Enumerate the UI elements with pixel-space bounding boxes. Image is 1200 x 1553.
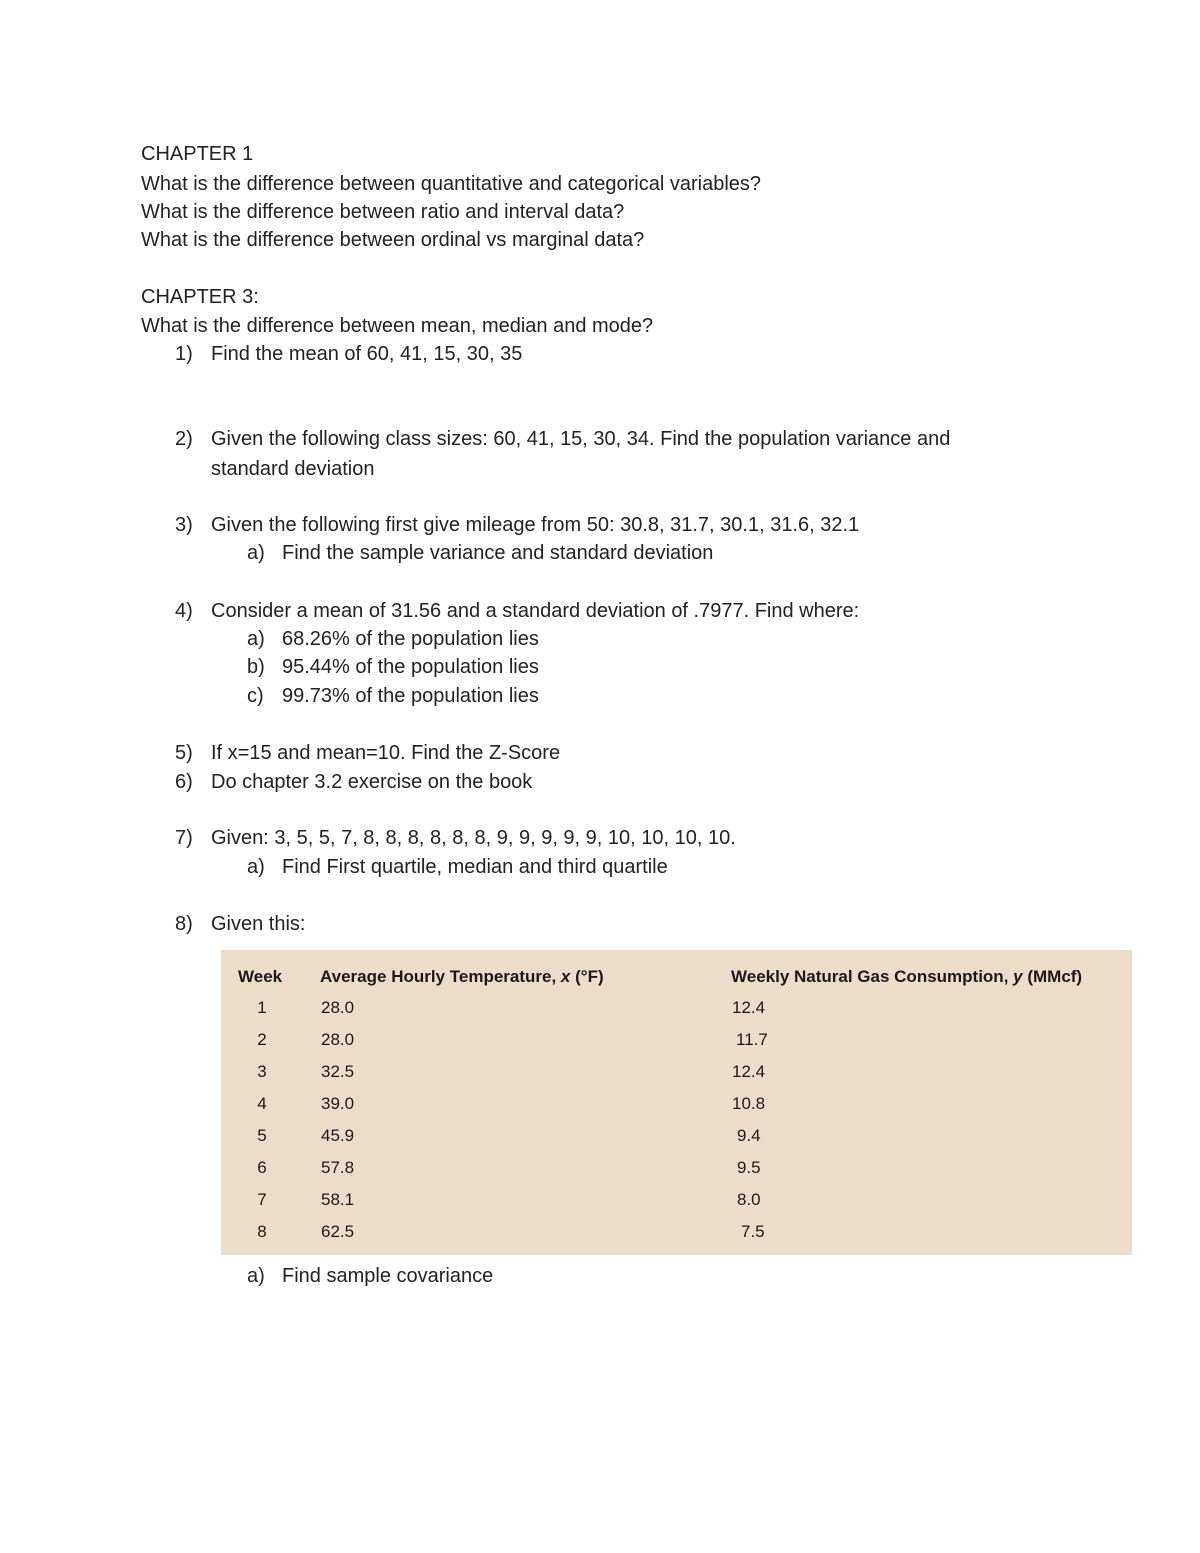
table-cell-temperature: 57.8 bbox=[321, 1158, 355, 1177]
table-cell-gas: 10.8 bbox=[732, 1094, 766, 1113]
table-cell-gas: 11.7 bbox=[736, 1030, 768, 1049]
table-cell-week: 6 bbox=[257, 1158, 267, 1177]
table-cell-week: 8 bbox=[257, 1222, 267, 1241]
chapter-1-heading: CHAPTER 1 bbox=[141, 143, 254, 165]
q3-text: Given the following first give mileage from 50: 30.8, 31.7, 30.1, 31.6, 32.1 bbox=[211, 514, 860, 536]
q8-number: 8) bbox=[175, 913, 193, 935]
data-table bbox=[221, 950, 1132, 1255]
q7-text: Given: 3, 5, 5, 7, 8, 8, 8, 8, 8, 8, 9, 9, 9, 9, 9, 10, 10, 10, 10. bbox=[211, 827, 736, 849]
q2-text-line-1: Given the following class sizes: 60, 41, 15, 30, 34. Find the population variance and bbox=[211, 428, 951, 450]
table-cell-temperature: 28.0 bbox=[321, 998, 355, 1017]
q7-sub-a-text: Find First quartile, median and third quartile bbox=[282, 856, 668, 878]
q8-sub-a-label: a) bbox=[247, 1265, 265, 1287]
table-cell-week: 3 bbox=[257, 1062, 267, 1081]
q4-sub-b-text: 95.44% of the population lies bbox=[282, 656, 539, 678]
q3-sub-a-text: Find the sample variance and standard deviation bbox=[282, 542, 714, 564]
chapter-1-question-2: What is the difference between ratio and interval data? bbox=[141, 201, 625, 223]
q6-text: Do chapter 3.2 exercise on the book bbox=[211, 771, 533, 793]
table-cell-gas: 8.0 bbox=[737, 1190, 761, 1209]
q4-sub-c-label: c) bbox=[247, 685, 264, 707]
table-cell-week: 1 bbox=[257, 998, 267, 1017]
table-cell-temperature: 32.5 bbox=[321, 1062, 355, 1081]
table-cell-gas: 7.5 bbox=[741, 1222, 765, 1241]
q4-sub-c-text: 99.73% of the population lies bbox=[282, 685, 539, 707]
q4-sub-a-text: 68.26% of the population lies bbox=[282, 628, 539, 650]
chapter-3-intro: What is the difference between mean, median and mode? bbox=[141, 315, 654, 337]
table-header-gas bbox=[731, 967, 1082, 987]
q8-sub-a-text: Find sample covariance bbox=[282, 1265, 494, 1287]
temp-header-variable: x bbox=[560, 967, 571, 986]
q7-sub-a-label: a) bbox=[247, 856, 265, 878]
gas-header-label: Weekly Natural Gas Consumption, bbox=[731, 967, 1014, 986]
temp-header-unit: (°F) bbox=[570, 967, 604, 986]
q5-text: If x=15 and mean=10. Find the Z-Score bbox=[211, 742, 561, 764]
gas-header-unit: (MMcf) bbox=[1022, 967, 1083, 986]
table-cell-temperature: 58.1 bbox=[321, 1190, 355, 1209]
table-cell-week: 7 bbox=[257, 1190, 267, 1209]
table-cell-gas: 9.4 bbox=[737, 1126, 761, 1145]
table-cell-temperature: 45.9 bbox=[321, 1126, 355, 1145]
table-cell-week: 4 bbox=[257, 1094, 267, 1113]
q1-number: 1) bbox=[175, 343, 193, 365]
q8-text: Given this: bbox=[211, 913, 306, 935]
table-cell-temperature: 62.5 bbox=[321, 1222, 355, 1241]
table-header-temperature bbox=[320, 967, 604, 987]
q6-number: 6) bbox=[175, 771, 193, 793]
q2-text-line-2: standard deviation bbox=[211, 458, 375, 480]
table-cell-gas: 12.4 bbox=[732, 1062, 766, 1081]
table-cell-gas: 9.5 bbox=[737, 1158, 761, 1177]
table-cell-temperature: 39.0 bbox=[321, 1094, 355, 1113]
q3-sub-a-label: a) bbox=[247, 542, 265, 564]
q5-number: 5) bbox=[175, 742, 193, 764]
q4-sub-b-label: b) bbox=[247, 656, 265, 678]
q4-text: Consider a mean of 31.56 and a standard deviation of .7977. Find where: bbox=[211, 600, 860, 622]
table-header-week: Week bbox=[238, 967, 283, 986]
table-cell-week: 5 bbox=[257, 1126, 267, 1145]
q4-sub-a-label: a) bbox=[247, 628, 265, 650]
gas-header-variable: y bbox=[1013, 967, 1023, 986]
temp-header-label: Average Hourly Temperature, bbox=[320, 967, 561, 986]
table-cell-temperature: 28.0 bbox=[321, 1030, 355, 1049]
q7-number: 7) bbox=[175, 827, 193, 849]
chapter-1-question-3: What is the difference between ordinal vs marginal data? bbox=[141, 229, 645, 251]
q3-number: 3) bbox=[175, 514, 193, 536]
table-cell-week: 2 bbox=[257, 1030, 267, 1049]
q2-number: 2) bbox=[175, 428, 193, 450]
q1-text: Find the mean of 60, 41, 15, 30, 35 bbox=[211, 343, 523, 365]
chapter-1-question-1: What is the difference between quantitative and categorical variables? bbox=[141, 173, 762, 195]
chapter-3-heading: CHAPTER 3: bbox=[141, 286, 259, 308]
table-cell-gas: 12.4 bbox=[732, 998, 766, 1017]
q4-number: 4) bbox=[175, 600, 193, 622]
